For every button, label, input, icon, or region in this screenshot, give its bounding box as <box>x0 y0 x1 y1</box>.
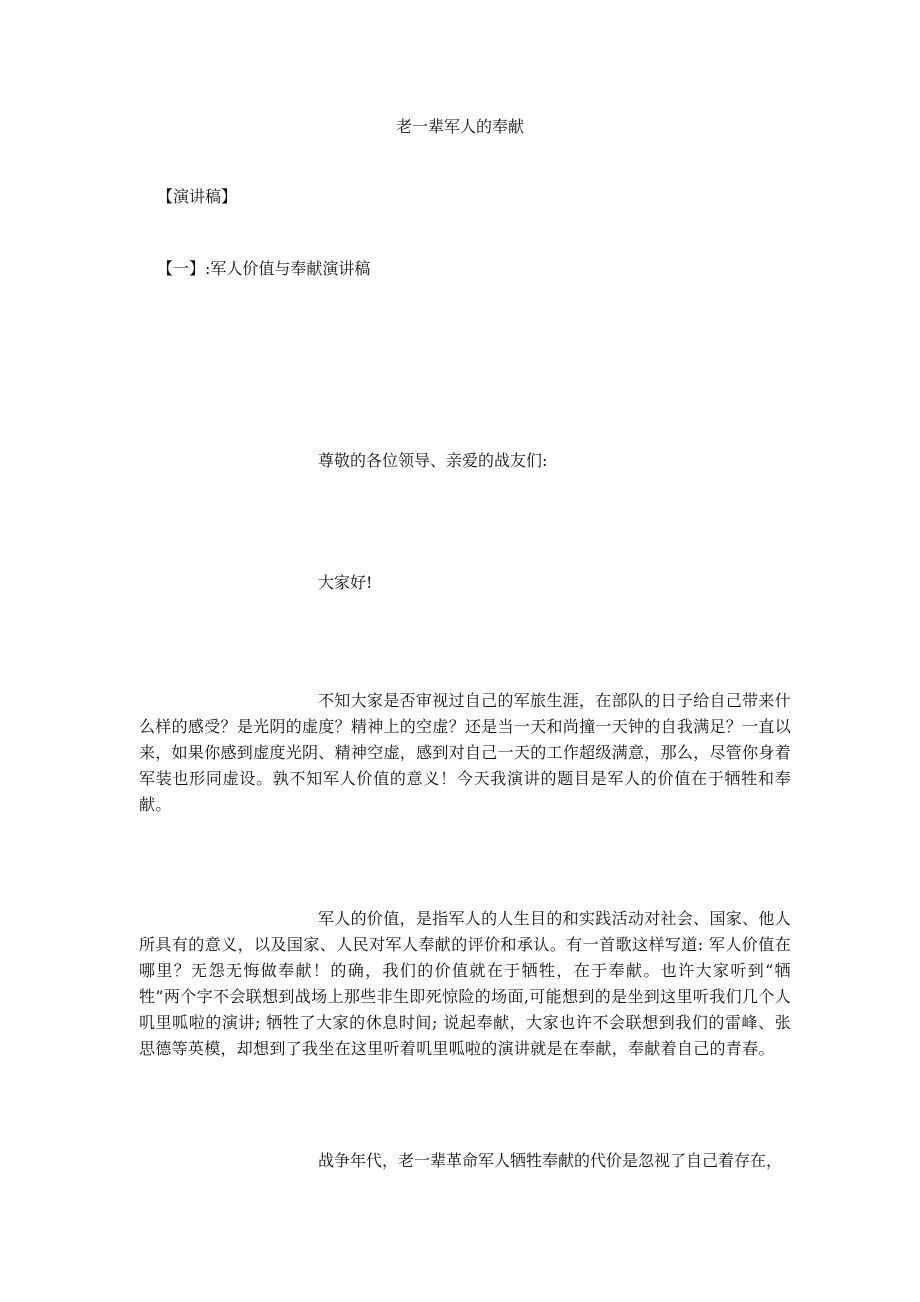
paragraph: 不知大家是否审视过自己的军旅生涯，在部队的日子给自己带来什么样的感受？是光阴的虚度？精神上的空虚？还是当一天和尚撞一天钟的自我满足？一直以来，如果你感到虚度光阴、精神空虚，感到对自己一天的工作超级满意，那么，尽管你身着军装也形同虚设。孰不知军人价值的意义！今天我演讲的题目是军人的价值在于牺牲和奉献。 <box>139 691 792 814</box>
salutation: 尊敬的各位领导、亲爱的战友们: <box>318 451 548 470</box>
paragraph: 军人的价值，是指军人的人生目的和实践活动对社会、国家、他人所具有的意义，以及国家、人民对军人奉献的评价和承认。有一首歌这样写道: 军人价值在哪里？无怨无悔做奉献！的确，我们的价值就在于牺牲，在于奉献。也许大家听到“牺牲”两个字不会联想到战场上那些非生即死惊险的场面,可能想到的是坐到这里听我们几个人叽里呱啦的演讲; 牺牲了大家的休息时间; 说起奉献，大家也许不会联想到我们的雷峰、张思德等英模，却想到了我坐在这里听着叽里呱啦的演讲就是在奉献，奉献着自己的青春。 <box>139 909 791 1058</box>
document-title: 老一辈军人的奉献 <box>395 117 524 136</box>
subsection-label: 【一】:军人价值与奉献演讲稿 <box>157 259 371 278</box>
paragraph-start: 战争年代，老一辈革命军人牺牲奉献的代价是忽视了自己着存在， <box>318 1151 783 1170</box>
greeting: 大家好! <box>318 573 373 592</box>
section-label: 【演讲稿】 <box>157 187 238 206</box>
